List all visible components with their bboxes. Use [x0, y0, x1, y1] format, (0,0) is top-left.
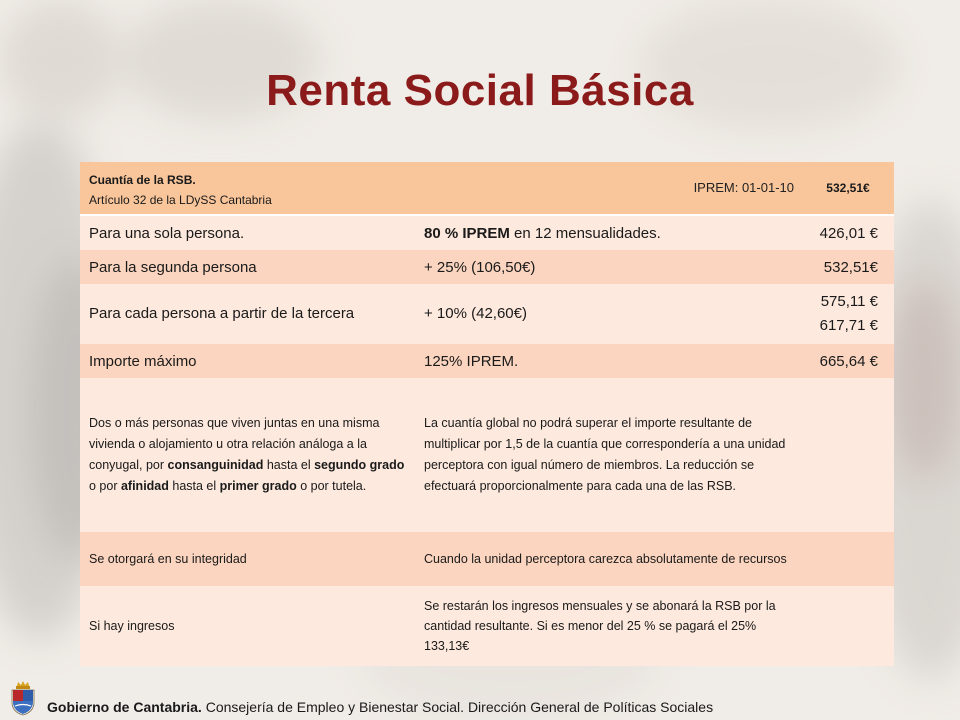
empty-cell	[801, 532, 894, 586]
rsb-table	[80, 162, 894, 666]
row-amount: 532,51€	[801, 250, 894, 284]
footer-rest: Consejería de Empleo y Bienestar Social. Dirección General de Políticas Sociales	[201, 699, 714, 715]
row-label: Para una sola persona.	[80, 215, 416, 250]
iprem-label: IPREM: 01-01-10	[693, 180, 794, 195]
empty-cell	[801, 586, 894, 666]
note-text: hasta el	[263, 458, 315, 472]
row-desc: + 25% (106,50€)	[416, 250, 801, 284]
header-iprem-cell	[416, 162, 801, 215]
note-bold: consanguinidad	[167, 458, 264, 472]
coat-of-arms-icon	[8, 680, 38, 716]
note-bold: primer grado	[219, 479, 297, 493]
row-amount: 426,01 €	[801, 215, 894, 250]
note-text: hasta el	[168, 479, 220, 493]
note-right: La cuantía global no podrá superar el importe resultante de multiplicar por 1,5 de la cuantía que correspondería a una unidad perceptora con igual número de miembros. La reducción se efectuará proporcionalmente para cada una de las RSB.	[416, 378, 801, 532]
footer-org: Gobierno de Cantabria.	[47, 699, 202, 715]
row-desc: + 10% (42,60€)	[416, 284, 801, 344]
income-left: Si hay ingresos	[80, 586, 416, 666]
footer-text	[47, 699, 713, 715]
row-desc-rest: en 12 mensualidades.	[509, 224, 661, 242]
row-amount-a: 575,11 €	[820, 293, 878, 310]
header-title-cell	[80, 162, 416, 215]
row-amount-b: 617,71 €	[819, 317, 878, 334]
row-desc: 125% IPREM.	[416, 344, 801, 378]
table-row-note	[80, 378, 894, 532]
row-desc-bold: 80 % IPREM	[424, 224, 510, 242]
integrity-right: Cuando la unidad perceptora carezca absolutamente de recursos	[416, 532, 801, 586]
table-row	[80, 215, 894, 250]
footer	[0, 688, 960, 720]
row-label: Importe máximo	[80, 344, 416, 378]
table-row	[80, 284, 894, 344]
page-title: Renta Social Básica	[266, 66, 694, 115]
integrity-left: Se otorgará en su integridad	[80, 532, 416, 586]
row-desc	[416, 215, 801, 250]
note-bold: segundo grado	[314, 458, 405, 472]
table-row	[80, 344, 894, 378]
note-text: o por tutela.	[296, 479, 367, 493]
header-line1: Cuantía de la RSB.	[89, 173, 196, 187]
row-label: Para cada persona a partir de la tercera	[80, 284, 416, 344]
table-row-income	[80, 586, 894, 666]
iprem-value: 532,51€	[801, 162, 894, 215]
note-text: o por	[89, 479, 121, 493]
table-row-integrity	[80, 532, 894, 586]
income-right: Se restarán los ingresos mensuales y se abonará la RSB por la cantidad resultante. Si es menor del 25 % se pagará el 25% 133,13€	[416, 586, 801, 666]
table-header-row	[80, 162, 894, 215]
header-line2: Artículo 32 de la LDySS Cantabria	[89, 193, 272, 207]
table-row	[80, 250, 894, 284]
empty-cell	[801, 378, 894, 532]
row-amount: 665,64 €	[801, 344, 894, 378]
row-amounts	[801, 284, 894, 344]
note-bold: afinidad	[120, 479, 169, 493]
note-left	[80, 378, 416, 532]
note-text: Dos o más personas que viven juntas en una misma vivienda o alojamiento u otra relación análoga a la conyugal, por	[89, 416, 380, 472]
row-label: Para la segunda persona	[80, 250, 416, 284]
